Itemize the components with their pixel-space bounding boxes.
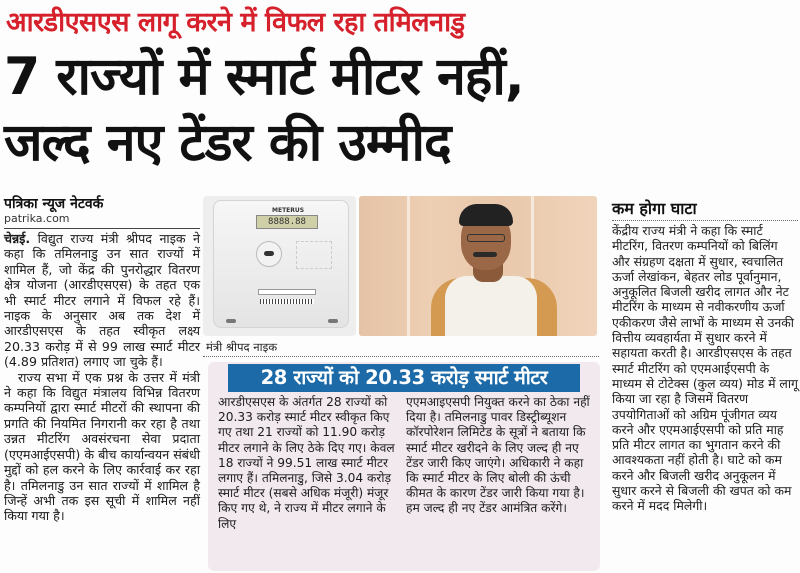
- minister-mustache: [473, 252, 497, 257]
- meter-led: [264, 251, 274, 256]
- minister-vest: [445, 276, 537, 336]
- meter-screw-right: [328, 319, 338, 323]
- caption-divider: [203, 356, 599, 357]
- minister-photo: [359, 196, 597, 336]
- minister-glasses: [467, 234, 505, 242]
- meter-brand: METERUS: [272, 207, 305, 214]
- left-paragraph-1-text: विद्युत राज्य मंत्री श्रीपद नाइक ने कहा कि तमिलनाडु उन सात राज्यों में शामिल हैं, जो केंद्र की पुनरोद्धार वितरण क्षेत्र योजना (आरडीएसएस) के तहत एक भी स्मार्ट मीटर लगाने में विफल रहे हैं। नाइक के अनुसार अब तक देश में आरडीएसएस के तहत स्वीकृत लक्ष्य 20.33 करोड़ में से 99 लाख स्मार्ट मीटर (4.89 प्रतिशत) लगाए जा चुके हैं।: [4, 231, 200, 370]
- left-paragraph-2: राज्य सभा में एक प्रश्न के उत्तर में मंत्री ने कहा कि विद्युत मंत्रालय विभिन्न वितरण कम्पनियों द्वारा स्मार्ट मीटरों की स्थापना की प्रगति की नियमित निगरानी कर रहा है तथा उन्नत मीटरिंग अवसंरचना सेवा प्रदाता (एएमआईएसपी) के बीच कार्यान्वयन संबंधी मुद्दों को हल करने के लिए कार्रवाई कर रहा है। तमिलनाडु उन सात राज्यों में शामिल है जिन्हें अभी तक इस सूची में शामिल नहीं किया गया है।: [4, 369, 200, 524]
- side-heading-divider: [612, 220, 798, 221]
- byline-site: patrika.com: [4, 212, 70, 225]
- info-box-title: 28 राज्यों को 20.33 करोड़ स्मार्ट मीटर: [228, 364, 580, 392]
- right-column: [612, 197, 798, 514]
- headline-line-1: 7 राज्यों में स्मार्ट मीटर नहीं,: [4, 47, 524, 107]
- byline-divider: [4, 228, 200, 229]
- meter-terminal-slot: [258, 289, 316, 295]
- meter-spec-label: [296, 241, 332, 269]
- info-box: [208, 362, 600, 571]
- smart-meter-photo: [203, 196, 356, 336]
- kicker-headline: आरडीएसएस लागू करने में विफल रहा तमिलनाडु: [6, 7, 465, 38]
- meter-body: [213, 200, 349, 328]
- photo-caption: मंत्री श्रीपद नाइक: [206, 340, 278, 354]
- meter-lcd-display: 8888.88: [256, 215, 318, 229]
- dateline: चेन्नई.: [4, 231, 31, 246]
- main-headline: [4, 44, 800, 176]
- info-box-column-1: आरडीएसएस के अंतर्गत 28 राज्यों को 20.33 करोड़ स्मार्ट मीटर स्वीकृत किए गए तथा 21 राज्यों को 11.90 करोड़ मीटर लगाने के लिए ठेके दिए गए। केवल 18 राज्यों ने 99.51 लाख स्मार्ट मीटर लगाए हैं। तमिलनाडु, जिसे 3.04 करोड़ स्मार्ट मीटर (सबसे अधिक मंजूरी) मंजूर किए गए थे, ने राज्य में मीटर लगाने के लिए: [218, 395, 395, 531]
- left-column: [4, 194, 200, 524]
- info-box-column-2: एएमआइएसपी नियुक्त करने का ठेका नहीं दिया है। तमिलनाडु पावर डिस्ट्रीब्यूशन कॉरपोरेशन लिमिटेड के सूत्रों ने बताया कि स्मार्ट मीटर खरीदने के लिए जल्द ही नए टेंडर जारी किए जाएंगे। अधिकारी ने कहा कि स्मार्ट मीटर के लिए बोली की ऊंची कीमत के कारण टेंडर जारी किया गया है। हम जल्द ही नए टेंडर आमंत्रित करेंगे।: [406, 395, 590, 516]
- headline-line-2: जल्द नए टेंडर की उम्मीद: [4, 113, 451, 173]
- wall-panel-line: [407, 196, 410, 336]
- right-paragraph: केंद्रीय राज्य मंत्री ने कहा कि स्मार्ट मीटरिंग, वितरण कम्पनियों को बिलिंग और संग्रहण दक्षता में सुधार, स्वचालित ऊर्जा लेखांकन, बेहतर लोड पूर्वानुमान, अनुकूलित बिजली खरीद लागत और नेट मीटरिंग के माध्यम से नवीकरणीय ऊर्जा एकीकरण जैसे लाभों के माध्यम से उनकी वित्तीय व्यवहार्यता में सुधार करने में सहायता करती है। आरडीएसएस के तहत स्मार्ट मीटरिंग को एएमआईएसपी के माध्यम से टोटेक्स (कुल व्यय) मोड में लागू किया जा रहा है जिसमें वितरण उपयोगिताओं को अग्रिम पूंजीगत व्यय करने और एएमआईएसपी को प्रति माह प्रति मीटर लागत का भुगतान करने की आवश्यकता नहीं होती है। घाटे को कम करने और बिजली खरीद अनुकूलन में सुधार करने से बिजली की खपत को कम करने में मदद मिलेगी।: [612, 223, 799, 514]
- meter-barcode: [260, 299, 314, 304]
- side-heading: कम होगा घाटा: [612, 199, 697, 218]
- byline-agency: पत्रिका न्यूज नेटवर्क: [4, 196, 104, 212]
- left-paragraph-1: [4, 231, 200, 370]
- meter-screw-left: [226, 319, 236, 323]
- minister-hair: [459, 204, 513, 226]
